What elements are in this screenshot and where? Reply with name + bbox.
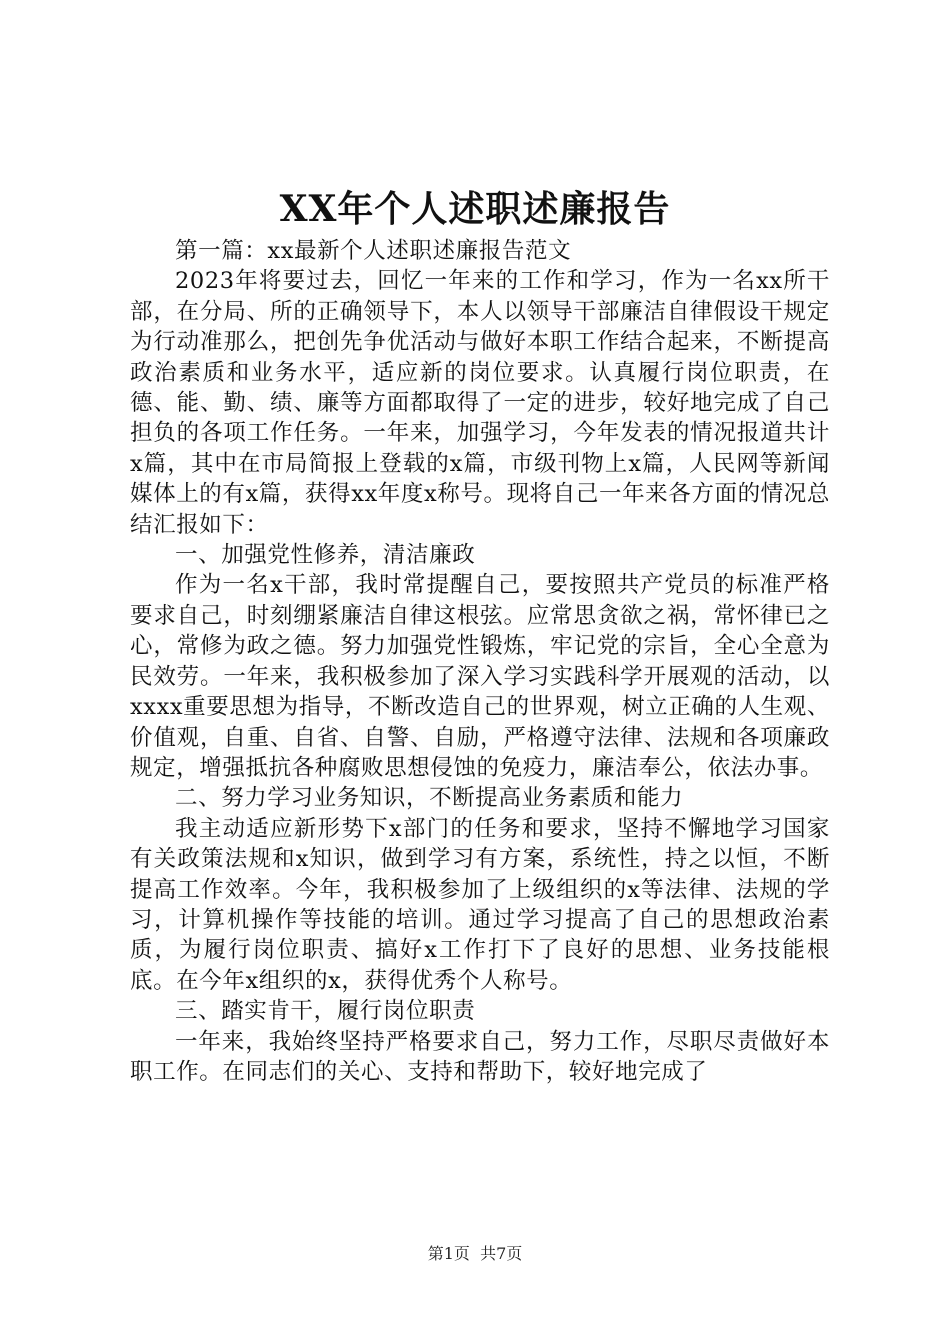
- paragraph-intro: 2023年将要过去，回忆一年来的工作和学习，作为一名xx所干部，在分局、所的正确领导下，本人以领导干部廉洁自律假设干规定为行动准那么，把创先争优活动与做好本职工作结合起来，不断提高政治素质和业务水平，适应新的岗位要求。认真履行岗位职责，在德、能、勤、绩、廉等方面都取得了一定的进步，较好地完成了自己担负的各项工作任务。一年来，加强学习，今年发表的情况报道共计x篇，其中在市局简报上登载的x篇，市级刊物上x篇，人民网等新闻媒体上的有x篇，获得xx年度x称号。现将自己一年来各方面的情况总结汇报如下：: [130, 268, 830, 538]
- document-title: XX年个人述职述廉报告: [279, 188, 671, 230]
- heading-part-three: 三、踏实肯干，履行岗位职责: [175, 998, 476, 1025]
- paragraph-part-one: 作为一名x干部，我时常提醒自己，要按照共产党员的标准严格要求自己，时刻绷紧廉洁自律这根弦。应常思贪欲之祸，常怀律已之心，常修为政之德。努力加强党性锻炼，牢记党的宗旨，全心全意为民效劳。一年来，我积极参加了深入学习实践科学开展观的活动，以xxxx重要思想为指导，不断改造自己的世界观，树立正确的人生观、价值观，自重、自省、自警、自励，严格遵守法律、法规和各项廉政规定，增强抵抗各种腐败思想侵蚀的免疫力，廉洁奉公，依法办事。: [130, 572, 830, 781]
- page-footer: [0, 1244, 950, 1264]
- paragraph-section-heading: 第一篇：xx最新个人述职述廉报告范文: [175, 238, 572, 264]
- page-number: 第1页: [427, 1244, 470, 1263]
- paragraph-part-three: 一年来，我始终坚持严格要求自己，努力工作，尽职尽责做好本职工作。在同志们的关心、支持和帮助下，较好地完成了: [130, 1028, 830, 1085]
- heading-part-one: 一、加强党性修养，清洁廉政: [175, 542, 476, 569]
- page-total: 共7页: [480, 1244, 523, 1263]
- paragraph-part-two: 我主动适应新形势下x部门的任务和要求，坚持不懈地学习国家有关政策法规和x知识，做到学习有方案，系统性，持之以恒，不断提高工作效率。今年，我积极参加了上级组织的x等法律、法规的学习，计算机操作等技能的培训。通过学习提高了自己的思想政治素质，为履行岗位职责、搞好x工作打下了良好的思想、业务技能根底。在今年x组织的x，获得优秀个人称号。: [130, 815, 830, 994]
- document-body: [130, 236, 830, 1087]
- heading-part-two: 二、努力学习业务知识，不断提高业务素质和能力: [175, 785, 684, 812]
